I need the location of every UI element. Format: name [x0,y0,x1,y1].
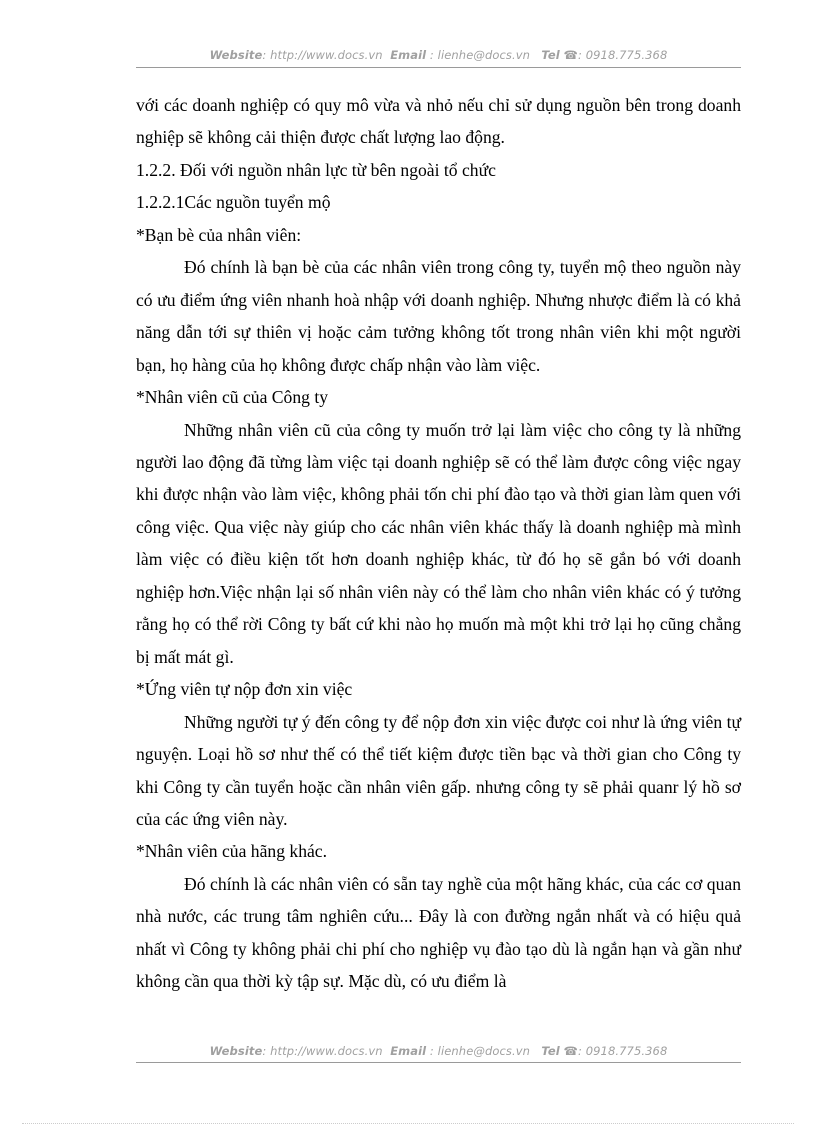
header-tel-value: : 0918.775.368 [577,48,668,62]
footer-tel-label: Tel [541,1044,560,1058]
item-body-self-applicants: Những người tự ý đến công ty để nộp đơn xin việc được coi như là ứng viên tự nguyện. Loại hồ sơ như thế có thể tiết kiệm được tiền bạc và thời gian cho Công ty khi Công ty cần tuyển hoặc cần nhân viên gấp. nhưng công ty sẽ phải quanr lý hồ sơ của các ứng viên này. [136,711,741,829]
page-header [136,48,741,62]
item-title-other-firms: *Nhân viên của hãng khác. [136,841,328,862]
item-body-friends: Đó chính là bạn bè của các nhân viên trong công ty, tuyển mộ theo nguồn này có ưu điểm ứng viên nhanh hoà nhập với doanh nghiệp. Nhưng nhược điểm là có khả năng dẫn tới sự thiên vị hoặc cảm tưởng không tốt trong nhân viên khi một người bạn, họ hàng của họ không được chấp nhận vào làm việc. [136,257,741,375]
section-heading: 1.2.2. Đối với nguồn nhân lực từ bên ngoài tổ chức [136,159,496,180]
footer-divider [136,1062,741,1063]
document-body [136,89,741,998]
header-email-value: : lienhe@docs.vn [426,48,531,62]
header-divider [136,67,741,68]
phone-icon: ☎ [563,48,578,62]
phone-icon: ☎ [563,1044,578,1058]
page-footer [136,1044,741,1058]
footer-website-url: : http://www.docs.vn [262,1044,383,1058]
item-body-other-firms: Đó chính là các nhân viên có sẵn tay nghề của một hãng khác, của các cơ quan nhà nước, các trung tâm nghiên cứu... Đây là con đường ngắn nhất và có hiệu quả nhất vì Công ty không phải chi phí cho nghiệp vụ đào tạo dù là ngắn hạn và gần như không cần qua thời kỳ tập sự. Mặc dù, có ưu điểm là [136,873,741,992]
item-title-former-staff: *Nhân viên cũ của Công ty [136,387,329,408]
header-email-label: Email [390,48,427,62]
header-tel-label: Tel [541,48,560,62]
paragraph-continuation: với các doanh nghiệp có quy mô vừa và nhỏ nếu chỉ sử dụng nguồn bên trong doanh nghiệp sẽ không cải thiện được chất lượng lao động. [136,95,741,148]
subsection-heading: 1.2.2.1Các nguồn tuyển mộ [136,192,331,213]
footer-email-value: : lienhe@docs.vn [426,1044,531,1058]
item-title-friends: *Bạn bè của nhân viên: [136,224,302,245]
footer-email-label: Email [390,1044,427,1058]
footer-tel-value: : 0918.775.368 [577,1044,668,1058]
header-website-url: : http://www.docs.vn [262,48,383,62]
item-title-self-applicants: *Ứng viên tự nộp đơn xin việc [136,679,353,700]
footer-website-label: Website [209,1044,263,1058]
item-body-former-staff: Những nhân viên cũ của công ty muốn trở lại làm việc cho công ty là những người lao động đã từng làm việc tại doanh nghiệp sẽ có thể làm được công việc ngay khi được nhận vào làm việc, không phải tốn chi phí đào tạo và thời gian làm quen với công việc. Qua việc này giúp cho các nhân viên khác thấy là doanh nghiệp mà mình làm việc có điều kiện tốt hơn doanh nghiệp khác, từ đó họ sẽ gắn bó với doanh nghiệp hơn.Việc nhận lại số nhân viên này có thể làm cho nhân viên khác có ý tưởng rằng họ có thể rời Công ty bất cứ khi nào họ muốn mà một khi trở lại họ cũng chẳng bị mất mát gì. [136,419,741,667]
header-website-label: Website [209,48,263,62]
